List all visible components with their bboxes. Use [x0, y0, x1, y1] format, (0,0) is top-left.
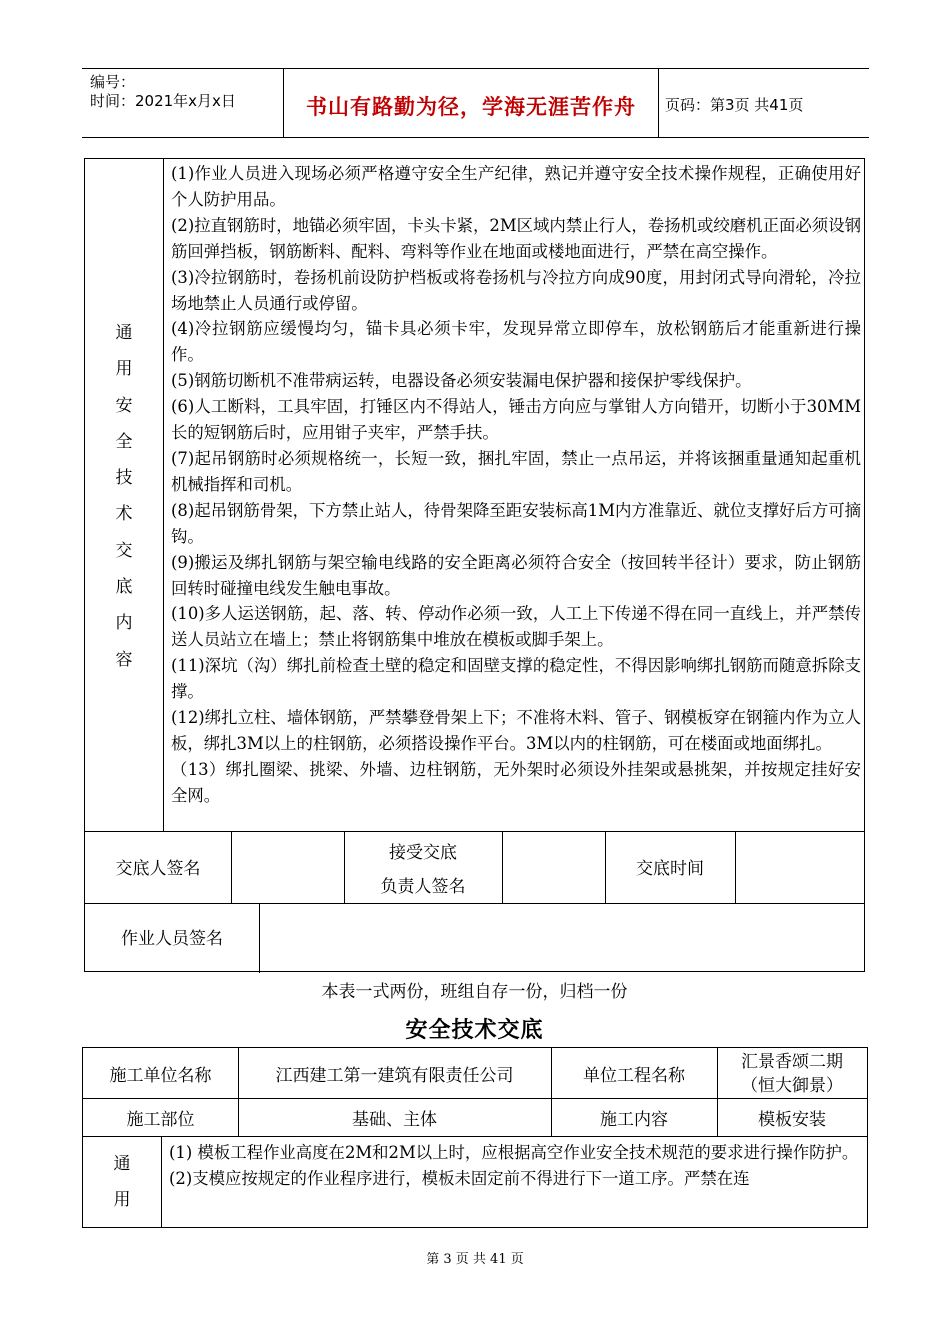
construction-part-label: 施工部位 — [126, 1110, 195, 1130]
safety-item: (5)钢筋切断机不准带病运转，电器设备必须安装漏电保护器和接保护零线保护。 — [171, 371, 752, 391]
construction-part-value: 基础、主体 — [352, 1110, 437, 1130]
page-footer: 第 3 页 共 41 页 — [426, 1252, 524, 1267]
header-divider — [283, 69, 284, 137]
column-divider — [163, 159, 164, 831]
safety-item: (6)人工断料，工具牢固，打锤区内不得站人，锤击方向应与掌钳人方向错开，切断小于30MM长的短钢筋后时，应用钳子夹牢，严禁手扶。 — [171, 397, 861, 443]
label-char: 用 — [113, 1190, 131, 1211]
row-divider — [85, 831, 864, 832]
safety-content-list — [171, 161, 861, 809]
column-divider — [502, 831, 503, 903]
label-char: 底 — [115, 577, 133, 598]
label-char: 用 — [115, 359, 133, 380]
construction-content-value: 模板安装 — [758, 1110, 826, 1130]
label-char: 全 — [115, 431, 133, 452]
discloser-sign-label: 交底人签名 — [115, 859, 201, 879]
column-divider — [735, 831, 736, 903]
page-header — [82, 68, 869, 138]
safety-disclosure-table — [84, 158, 865, 972]
unit-name-label: 施工单位名称 — [109, 1066, 212, 1086]
label-char: 交 — [115, 540, 133, 561]
row-divider — [83, 1098, 867, 1099]
safety-item: (9)搬运及绑扎钢筋与架空输电线路的安全距离必须符合安全（按回转半径计）要求，防止钢筋回转时碰撞电线发生触电事故。 — [171, 552, 861, 598]
general-safety-content-label — [85, 315, 163, 678]
page-info: 页码：第3页 共41页 — [665, 96, 804, 114]
date-label: 时间：2021年x月x日 — [90, 92, 236, 110]
label-char: 容 — [115, 649, 133, 670]
label-char: 通 — [113, 1154, 131, 1174]
column-divider — [161, 1136, 162, 1227]
label-char: 内 — [115, 613, 133, 634]
worker-sign-label: 作业人员签名 — [121, 929, 223, 949]
safety-item: (4)冷拉钢筋应缓慢均匀，锚卡具必须卡牢，发现异常立即停车，放松钢筋后才能重新进行操作。 — [171, 319, 861, 365]
column-divider — [231, 831, 232, 903]
header-left-block — [90, 73, 236, 111]
unit-name-value: 江西建工第一建筑有限责任公司 — [275, 1066, 514, 1086]
section-title: 安全技术交底 — [405, 1018, 544, 1043]
receiver-label-line1: 接受交底 — [389, 843, 457, 863]
project-name-label: 单位工程名称 — [583, 1066, 685, 1086]
label-char: 术 — [115, 504, 133, 525]
row-divider — [83, 1136, 867, 1137]
project-name-line1: 汇景香颂二期 — [741, 1052, 843, 1072]
safety-item: （13）绑扎圈梁、挑梁、外墙、边柱钢筋，无外架时必须设外挂架或悬挑架，并按规定挂好安全网。 — [171, 759, 861, 805]
header-divider — [658, 69, 659, 137]
project-name-line2: （恒大御景） — [741, 1076, 843, 1096]
safety-item: (3)冷拉钢筋时，卷扬机前设防护档板或将卷扬机与冷拉方向成90度，用封闭式导向滑轮，冷拉场地禁止人员通行或停留。 — [171, 267, 861, 313]
formwork-content-list — [169, 1140, 859, 1192]
project-name-value — [717, 1050, 867, 1098]
label-char: 通 — [115, 323, 133, 343]
safety-item: (2)支模应按规定的作业程序进行，模板未固定前不得进行下一道工序。严禁在连 — [169, 1168, 750, 1188]
safety-item: (2)拉直钢筋时，地锚必须牢固，卡头卡紧，2M区域内禁止行人，卷扬机或绞磨机正面必须设钢筋回弹挡板，钢筋断料、配料、弯料等作业在地面或楼地面进行，严禁在高空操作。 — [171, 215, 861, 261]
label-char: 安 — [115, 395, 133, 416]
safety-item: (7)起吊钢筋时必须规格统一，长短一致，捆扎牢固，禁止一点吊运，并将该捆重量通知起重机机械指挥和司机。 — [171, 448, 861, 494]
copy-note: 本表一式两份，班组自存一份，归档一份 — [321, 982, 628, 1002]
serial-label: 编号： — [90, 73, 136, 91]
receiver-label-line2: 负责人签名 — [380, 877, 466, 897]
safety-item: (10)多人运送钢筋，起、落、转、停动作必须一致，人工上下传递不得在同一直线上，并严禁传送人员站立在墙上；禁止将钢筋集中堆放在模板或脚手架上。 — [171, 604, 861, 650]
safety-item: (11)深坑（沟）绑扎前检查土壁的稳定和固壁支撑的稳定性，不得因影响绑扎钢筋而随意拆除支撑。 — [171, 656, 861, 702]
construction-content-label: 施工内容 — [600, 1110, 668, 1130]
safety-item: (1) 模板工程作业高度在2M和2M以上时，应根据高空作业安全技术规范的要求进行操作防护。 — [169, 1143, 859, 1162]
safety-item: (8)起吊钢筋骨架，下方禁止站人，待骨架降至距安装标高1M内方准靠近、就位支撑好后方可摘钩。 — [171, 500, 861, 546]
header-motto: 书山有路勤为径，学海无涯苦作舟 — [306, 95, 636, 119]
receiver-sign-label — [344, 836, 502, 904]
label-char: 技 — [115, 468, 133, 489]
general-label — [83, 1146, 161, 1219]
column-divider — [259, 903, 260, 973]
safety-item: (12)绑扎立柱、墙体钢筋，严禁攀登骨架上下；不准将木料、管子、钢模板穿在钢箍内作为立人板，绑扎3M以上的柱钢筋，必须搭设操作平台。3M以内的柱钢筋，可在楼面或地面绑扎。 — [171, 708, 861, 753]
safety-item: (1)作业人员进入现场必须严格遵守安全生产纪律，熟记并遵守安全技术操作规程，正确使用好个人防护用品。 — [171, 164, 861, 209]
formwork-disclosure-table — [82, 1047, 868, 1228]
disclosure-time-label: 交底时间 — [636, 859, 704, 879]
